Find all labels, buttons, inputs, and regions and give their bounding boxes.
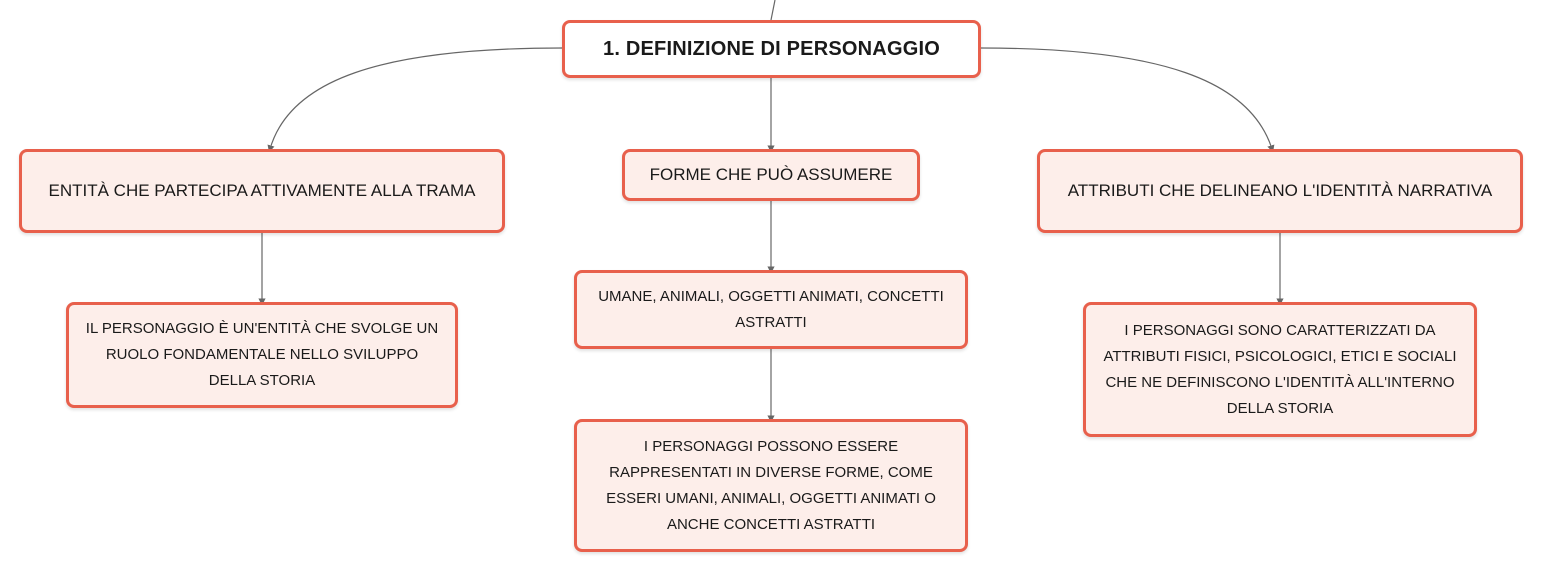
leaf-node-forme-list-text: UMANE, ANIMALI, OGGETTI ANIMATI, CONCETTI ASTRATTI [598, 287, 944, 331]
branch-node-entita-label: ENTITÀ CHE PARTECIPA ATTIVAMENTE ALLA TRAMA [48, 181, 476, 200]
branch-node-forme-label: FORME CHE PUÒ ASSUMERE [649, 165, 893, 184]
leaf-node-forme-list[interactable] [574, 270, 968, 349]
connector-parent-in [771, 0, 775, 20]
branch-node-forme[interactable] [622, 149, 920, 201]
branch-node-entita[interactable] [19, 149, 505, 233]
connector-root-entita [270, 48, 562, 149]
leaf-node-forme-description[interactable] [574, 419, 968, 552]
leaf-node-entita-description[interactable] [66, 302, 458, 408]
leaf-node-attributi-description[interactable] [1083, 302, 1477, 437]
branch-node-attributi-label: ATTRIBUTI CHE DELINEANO L'IDENTITÀ NARRATIVA [1067, 181, 1493, 200]
connector-root-attributi [981, 48, 1272, 149]
root-node-label: 1. DEFINIZIONE DI PERSONAGGIO [603, 37, 940, 60]
root-node[interactable] [562, 20, 981, 78]
leaf-node-attributi-description-text: I PERSONAGGI SONO CARATTERIZZATI DA ATTRIBUTI FISICI, PSICOLOGICI, ETICI E SOCIALI CHE NE DEFINISCONO L'IDENTITÀ ALL'INTERNO DELLA STORIA [1103, 321, 1457, 417]
leaf-node-entita-description-text: IL PERSONAGGIO È UN'ENTITÀ CHE SVOLGE UN RUOLO FONDAMENTALE NELLO SVILUPPO DELLA STORIA [85, 320, 439, 389]
branch-node-attributi[interactable] [1037, 149, 1523, 233]
leaf-node-forme-description-text: I PERSONAGGI POSSONO ESSERE RAPPRESENTATI IN DIVERSE FORME, COME ESSERI UMANI, ANIMALI, OGGETTI ANIMATI O ANCHE CONCETTI ASTRATTI [606, 437, 936, 533]
